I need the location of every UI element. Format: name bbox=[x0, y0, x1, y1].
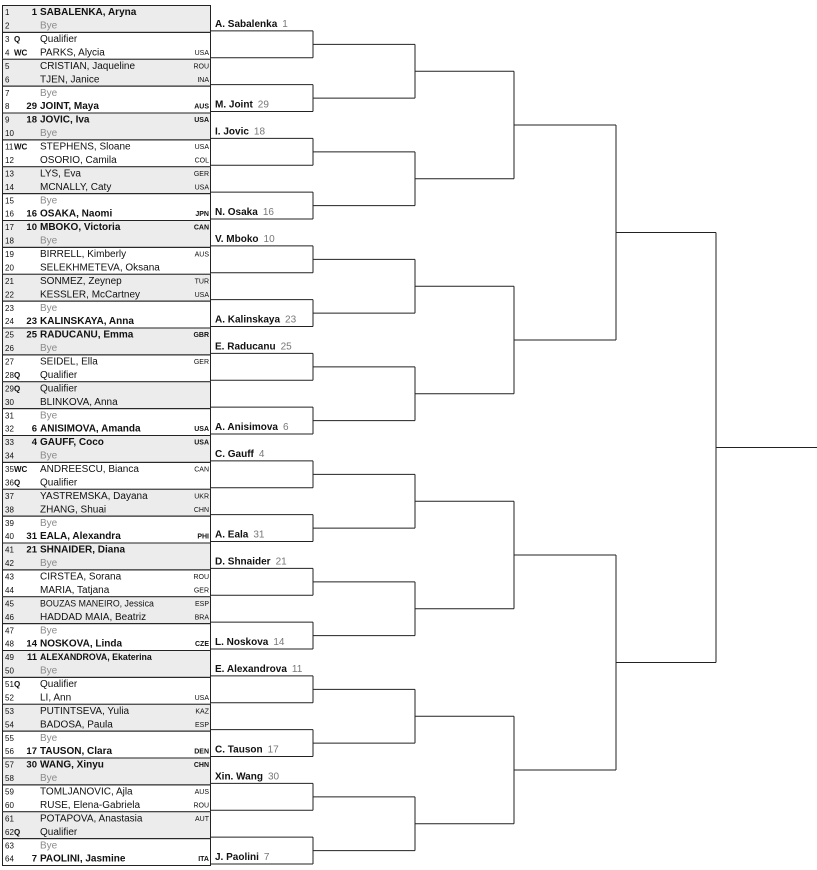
country-code: GER bbox=[193, 587, 209, 595]
round-2-seed: 30 bbox=[267, 771, 280, 783]
country-code: KAZ bbox=[195, 708, 209, 716]
draw-position-number: 10 bbox=[5, 129, 14, 139]
draw-position-number: 58 bbox=[5, 774, 14, 784]
bye-label: Bye bbox=[40, 343, 58, 355]
bye-label: Bye bbox=[40, 128, 58, 140]
player-name: BIRRELL, Kimberly bbox=[40, 249, 127, 261]
country-code: USA bbox=[194, 184, 209, 192]
seed-number: 29 bbox=[26, 101, 37, 113]
draw-position-number: 11 bbox=[5, 142, 14, 152]
country-code: GER bbox=[193, 170, 209, 178]
draw-position-number: 40 bbox=[5, 532, 14, 542]
draw-position-number: 57 bbox=[5, 760, 14, 770]
country-code: GER bbox=[193, 359, 209, 367]
round-2-player-name: J. Paolini bbox=[215, 852, 259, 863]
round-2-player-name: C. Gauff bbox=[215, 448, 254, 460]
country-code: AUS bbox=[194, 789, 209, 797]
country-code: CAN bbox=[194, 466, 209, 474]
draw-position-number: 8 bbox=[5, 102, 10, 112]
round-2-player bbox=[215, 745, 279, 756]
draw-position-number: 32 bbox=[5, 424, 14, 434]
player-name: SABALENKA, Aryna bbox=[40, 7, 137, 19]
player-name: SONMEZ, Zeynep bbox=[40, 275, 122, 287]
draw-position-number: 35 bbox=[5, 465, 14, 475]
draw-position-number: 64 bbox=[5, 854, 14, 864]
draw-position-number: 26 bbox=[5, 344, 14, 354]
country-code: CHN bbox=[193, 762, 209, 770]
player-name: SEIDEL, Ella bbox=[40, 356, 98, 368]
entry-status: Q bbox=[14, 827, 21, 837]
seed-number: 18 bbox=[26, 114, 37, 126]
round-2-player bbox=[215, 556, 287, 567]
draw-position-number: 33 bbox=[5, 438, 14, 448]
seed-number: 10 bbox=[26, 222, 37, 234]
player-name: CRISTIAN, Jaqueline bbox=[40, 60, 136, 72]
player-name: JOINT, Maya bbox=[40, 101, 99, 113]
player-name: TAUSON, Clara bbox=[40, 746, 113, 758]
player-name: HADDAD MAIA, Beatriz bbox=[40, 611, 147, 623]
draw-position-number: 39 bbox=[5, 518, 14, 528]
draw-position-number: 24 bbox=[5, 317, 14, 327]
country-code: USA bbox=[194, 291, 209, 299]
bye-label: Bye bbox=[40, 773, 58, 785]
round-2-player-name: D. Shnaider bbox=[215, 556, 271, 568]
round-2-seed: 16 bbox=[262, 207, 274, 218]
bye-label: Bye bbox=[40, 195, 58, 207]
player-name: PARKS, Alycia bbox=[40, 47, 105, 59]
player-name: NOSKOVA, Linda bbox=[40, 638, 123, 650]
draw-position-number: 34 bbox=[5, 451, 14, 461]
player-name: OSAKA, Naomi bbox=[40, 208, 113, 220]
seed-number: 1 bbox=[31, 7, 37, 19]
player-name: PUTINTSEVA, Yulia bbox=[40, 705, 130, 717]
round-2-player bbox=[215, 449, 265, 460]
country-code: USA bbox=[194, 117, 209, 125]
player-name: ANDREESCU, Bianca bbox=[40, 464, 139, 476]
draw-position-number: 7 bbox=[5, 88, 10, 98]
draw-position-number: 6 bbox=[5, 75, 10, 85]
draw-position-number: 44 bbox=[5, 585, 14, 595]
round-2-seed: 21 bbox=[275, 556, 287, 568]
player-name: Qualifier bbox=[40, 383, 78, 395]
country-code: ITA bbox=[198, 856, 209, 864]
round-2-player bbox=[215, 100, 269, 111]
country-code: ROU bbox=[193, 574, 209, 582]
draw-position-number: 16 bbox=[5, 209, 14, 219]
entry-status: Q bbox=[14, 680, 21, 690]
draw-position-number: 21 bbox=[5, 276, 14, 286]
round-2-player-name: A. Kalinskaya bbox=[215, 314, 281, 326]
seed-number: 21 bbox=[26, 544, 37, 556]
draw-position-number: 59 bbox=[5, 787, 14, 797]
draw-position-number: 53 bbox=[5, 706, 14, 716]
seed-number: 23 bbox=[26, 316, 37, 328]
player-name: BLINKOVA, Anna bbox=[40, 396, 118, 408]
seed-number: 14 bbox=[26, 638, 37, 650]
player-name: JOVIC, Iva bbox=[40, 114, 90, 126]
draw-position-number: 3 bbox=[5, 35, 10, 45]
draw-position-number: 2 bbox=[5, 21, 10, 31]
draw-position-number: 47 bbox=[5, 626, 14, 636]
bye-label: Bye bbox=[40, 732, 58, 744]
round-2-seed: 10 bbox=[263, 233, 275, 245]
player-name: ALEXANDROVA, Ekaterina bbox=[40, 652, 152, 663]
round-2-player-name: I. Jovic bbox=[215, 126, 249, 138]
country-code: AUT bbox=[195, 815, 209, 823]
draw-position-number: 9 bbox=[5, 115, 10, 125]
round-2-seed: 14 bbox=[273, 637, 285, 648]
player-name: SELEKHMETEVA, Oksana bbox=[40, 262, 160, 274]
round-2-player-name: A. Eala bbox=[215, 529, 249, 541]
player-name: RUSE, Elena-Gabriela bbox=[40, 799, 141, 811]
country-code: ESP bbox=[194, 721, 209, 729]
draw-position-number: 37 bbox=[5, 491, 14, 501]
bye-label: Bye bbox=[40, 235, 58, 247]
draw-position-number: 54 bbox=[5, 720, 14, 730]
round-2-seed: 17 bbox=[267, 744, 279, 756]
entry-status: Q bbox=[14, 384, 21, 394]
country-code: JPN bbox=[195, 211, 209, 219]
country-code: ESP bbox=[194, 600, 209, 608]
round-2-player bbox=[215, 207, 274, 218]
draw-position-number: 13 bbox=[5, 169, 14, 179]
round-2-seed: 1 bbox=[282, 18, 288, 30]
player-name: BOUZAS MANEIRO, Jessica bbox=[40, 598, 154, 609]
bye-label: Bye bbox=[40, 517, 58, 529]
seed-number: 17 bbox=[26, 746, 37, 758]
draw-position-number: 29 bbox=[5, 384, 14, 394]
round-2-seed: 25 bbox=[280, 341, 292, 353]
player-name: SHNAIDER, Diana bbox=[40, 544, 126, 556]
round-2-player-name: Xin. Wang bbox=[215, 771, 263, 783]
player-name: PAOLINI, Jasmine bbox=[40, 853, 126, 865]
seed-number: 4 bbox=[31, 437, 37, 449]
round-2-seed: 11 bbox=[291, 663, 303, 675]
draw-position-number: 41 bbox=[5, 545, 14, 555]
bye-label: Bye bbox=[40, 840, 58, 852]
round-2-seed: 23 bbox=[285, 314, 297, 326]
entry-status: WC bbox=[14, 48, 28, 58]
player-name: LYS, Eva bbox=[40, 168, 81, 180]
country-code: ROU bbox=[193, 63, 209, 71]
country-code: CAN bbox=[193, 224, 209, 232]
country-code: CHN bbox=[193, 506, 209, 514]
entry-status: Q bbox=[14, 35, 21, 45]
country-code: USA bbox=[194, 49, 209, 57]
round-2-player-name: N. Osaka bbox=[215, 207, 258, 218]
draw-position-number: 18 bbox=[5, 236, 14, 246]
country-code: UKR bbox=[194, 493, 209, 501]
player-name: ANISIMOVA, Amanda bbox=[40, 423, 141, 435]
draw-position-number: 60 bbox=[5, 800, 14, 810]
round-2-player bbox=[215, 852, 270, 863]
draw-position-number: 28 bbox=[5, 370, 14, 380]
round-2-player bbox=[215, 771, 280, 782]
seed-number: 6 bbox=[31, 423, 37, 435]
first-round-match-box bbox=[3, 32, 211, 59]
draw-position-number: 27 bbox=[5, 357, 14, 367]
entry-status: Q bbox=[14, 478, 21, 488]
player-name: EALA, Alexandra bbox=[40, 531, 121, 543]
round-2-seed: 18 bbox=[253, 126, 266, 138]
round-2-player-name: L. Noskova bbox=[215, 637, 269, 648]
player-name: CIRSTEA, Sorana bbox=[40, 571, 122, 583]
seed-number: 7 bbox=[31, 853, 37, 865]
draw-position-number: 22 bbox=[5, 290, 14, 300]
player-name: Qualifier bbox=[40, 34, 78, 46]
country-code: AUS bbox=[194, 103, 209, 111]
bye-label: Bye bbox=[40, 558, 58, 570]
country-code: AUS bbox=[194, 251, 209, 259]
draw-position-number: 62 bbox=[5, 827, 14, 837]
player-name: MARIA, Tatjana bbox=[40, 584, 110, 596]
player-name: RADUCANU, Emma bbox=[40, 329, 134, 341]
bye-label: Bye bbox=[40, 410, 58, 422]
draw-position-number: 50 bbox=[5, 666, 14, 676]
round-2-player bbox=[215, 637, 285, 648]
draw-position-number: 25 bbox=[5, 330, 14, 340]
player-name: Qualifier bbox=[40, 369, 78, 381]
player-name: Qualifier bbox=[40, 477, 78, 489]
draw-position-number: 1 bbox=[5, 8, 10, 18]
draw-position-number: 51 bbox=[5, 680, 14, 690]
player-name: STEPHENS, Sloane bbox=[40, 141, 131, 153]
country-code: CZE bbox=[195, 641, 209, 649]
draw-position-number: 19 bbox=[5, 250, 14, 260]
round-2-player bbox=[215, 315, 297, 326]
seed-number: 31 bbox=[26, 531, 37, 543]
round-2-player-name: M. Joint bbox=[215, 99, 253, 111]
player-name: MBOKO, Victoria bbox=[40, 222, 121, 234]
bye-label: Bye bbox=[40, 625, 58, 637]
player-name: Qualifier bbox=[40, 679, 78, 691]
bracket-lines bbox=[211, 31, 817, 864]
draw-position-number: 31 bbox=[5, 411, 14, 421]
entry-status: WC bbox=[14, 465, 28, 475]
draw-position-number: 5 bbox=[5, 61, 10, 71]
round-2-player-name: A. Anisimova bbox=[215, 422, 278, 433]
player-name: MCNALLY, Caty bbox=[40, 181, 112, 193]
bye-label: Bye bbox=[40, 450, 58, 462]
draw-position-number: 55 bbox=[5, 733, 14, 743]
round-2-player-name: V. Mboko bbox=[215, 233, 259, 245]
round-2-player-name: E. Raducanu bbox=[215, 341, 276, 353]
player-name: TOMLJANOVIC, Ajla bbox=[40, 786, 133, 798]
bye-label: Bye bbox=[40, 665, 58, 677]
draw-position-number: 4 bbox=[5, 48, 10, 58]
draw-position-number: 46 bbox=[5, 612, 14, 622]
country-code: DEN bbox=[194, 748, 209, 756]
bye-label: Bye bbox=[40, 87, 58, 99]
first-round-match-box bbox=[3, 677, 211, 704]
entry-status: WC bbox=[14, 142, 28, 152]
round-2-seed: 4 bbox=[258, 448, 265, 460]
country-code: ROU bbox=[193, 802, 209, 810]
round-2-player bbox=[215, 341, 292, 352]
round-2-player-name: A. Sabalenka bbox=[215, 18, 278, 30]
country-code: USA bbox=[194, 144, 209, 152]
country-code: TUR bbox=[194, 278, 209, 286]
draw-position-number: 12 bbox=[5, 155, 14, 165]
draw-position-number: 43 bbox=[5, 572, 14, 582]
seed-number: 11 bbox=[26, 652, 37, 664]
country-code: USA bbox=[194, 439, 209, 447]
draw-position-number: 14 bbox=[5, 182, 14, 192]
round-2-seed: 7 bbox=[263, 852, 270, 863]
round-2-player bbox=[215, 422, 289, 433]
draw-background-layer bbox=[2, 5, 211, 866]
round-2-player-name: E. Alexandrova bbox=[215, 663, 287, 675]
draw-position-number: 38 bbox=[5, 505, 14, 515]
entry-status: Q bbox=[14, 370, 21, 380]
player-name: Qualifier bbox=[40, 826, 78, 838]
country-code: USA bbox=[194, 426, 209, 434]
draw-position-number: 48 bbox=[5, 639, 14, 649]
draw-position-number: 49 bbox=[5, 653, 14, 663]
player-name: GAUFF, Coco bbox=[40, 437, 104, 449]
player-name: TJEN, Janice bbox=[40, 74, 100, 86]
draw-position-number: 42 bbox=[5, 559, 14, 569]
player-name: YASTREMSKA, Dayana bbox=[40, 490, 148, 502]
country-code: COL bbox=[194, 157, 209, 165]
round-2-player bbox=[215, 664, 303, 675]
player-name: POTAPOVA, Anastasia bbox=[40, 813, 143, 825]
draw-position-number: 30 bbox=[5, 397, 14, 407]
seed-number: 30 bbox=[26, 759, 37, 771]
player-name: KALINSKAYA, Anna bbox=[40, 316, 134, 328]
draw-position-number: 45 bbox=[5, 599, 14, 609]
bye-label: Bye bbox=[40, 302, 58, 314]
player-name: LI, Ann bbox=[40, 692, 72, 704]
draw-position-number: 23 bbox=[5, 303, 14, 313]
seed-number: 25 bbox=[26, 329, 37, 341]
seed-number: 16 bbox=[26, 208, 37, 220]
round-2-player bbox=[215, 234, 275, 245]
draw-position-number: 15 bbox=[5, 196, 14, 206]
country-code: BRA bbox=[194, 614, 209, 622]
draw-position-number: 17 bbox=[5, 223, 14, 233]
round-2-seed: 31 bbox=[253, 529, 265, 541]
round-2-player bbox=[215, 19, 288, 30]
bye-label: Bye bbox=[40, 20, 58, 32]
round-2-player-name: C. Tauson bbox=[215, 744, 263, 756]
player-name: ZHANG, Shuai bbox=[40, 504, 107, 516]
draw-position-number: 61 bbox=[5, 814, 14, 824]
draw-position-number: 52 bbox=[5, 693, 14, 703]
draw-position-number: 20 bbox=[5, 263, 14, 273]
player-name: OSORIO, Camila bbox=[40, 154, 117, 166]
country-code: USA bbox=[194, 694, 209, 702]
round-2-seed: 29 bbox=[257, 99, 269, 111]
round-2-player bbox=[215, 530, 265, 541]
player-name: WANG, Xinyu bbox=[40, 759, 104, 771]
first-round-match-box bbox=[3, 355, 211, 382]
draw-position-number: 36 bbox=[5, 478, 14, 488]
player-name: BADOSA, Paula bbox=[40, 719, 113, 731]
draw-position-number: 63 bbox=[5, 841, 14, 851]
round-2-seed: 6 bbox=[282, 422, 289, 433]
country-code: PHI bbox=[197, 533, 209, 541]
country-code: INA bbox=[197, 76, 209, 84]
country-code: GBR bbox=[193, 332, 209, 340]
round-2-player bbox=[215, 126, 265, 137]
player-name: KESSLER, McCartney bbox=[40, 289, 141, 301]
draw-position-number: 56 bbox=[5, 747, 14, 757]
